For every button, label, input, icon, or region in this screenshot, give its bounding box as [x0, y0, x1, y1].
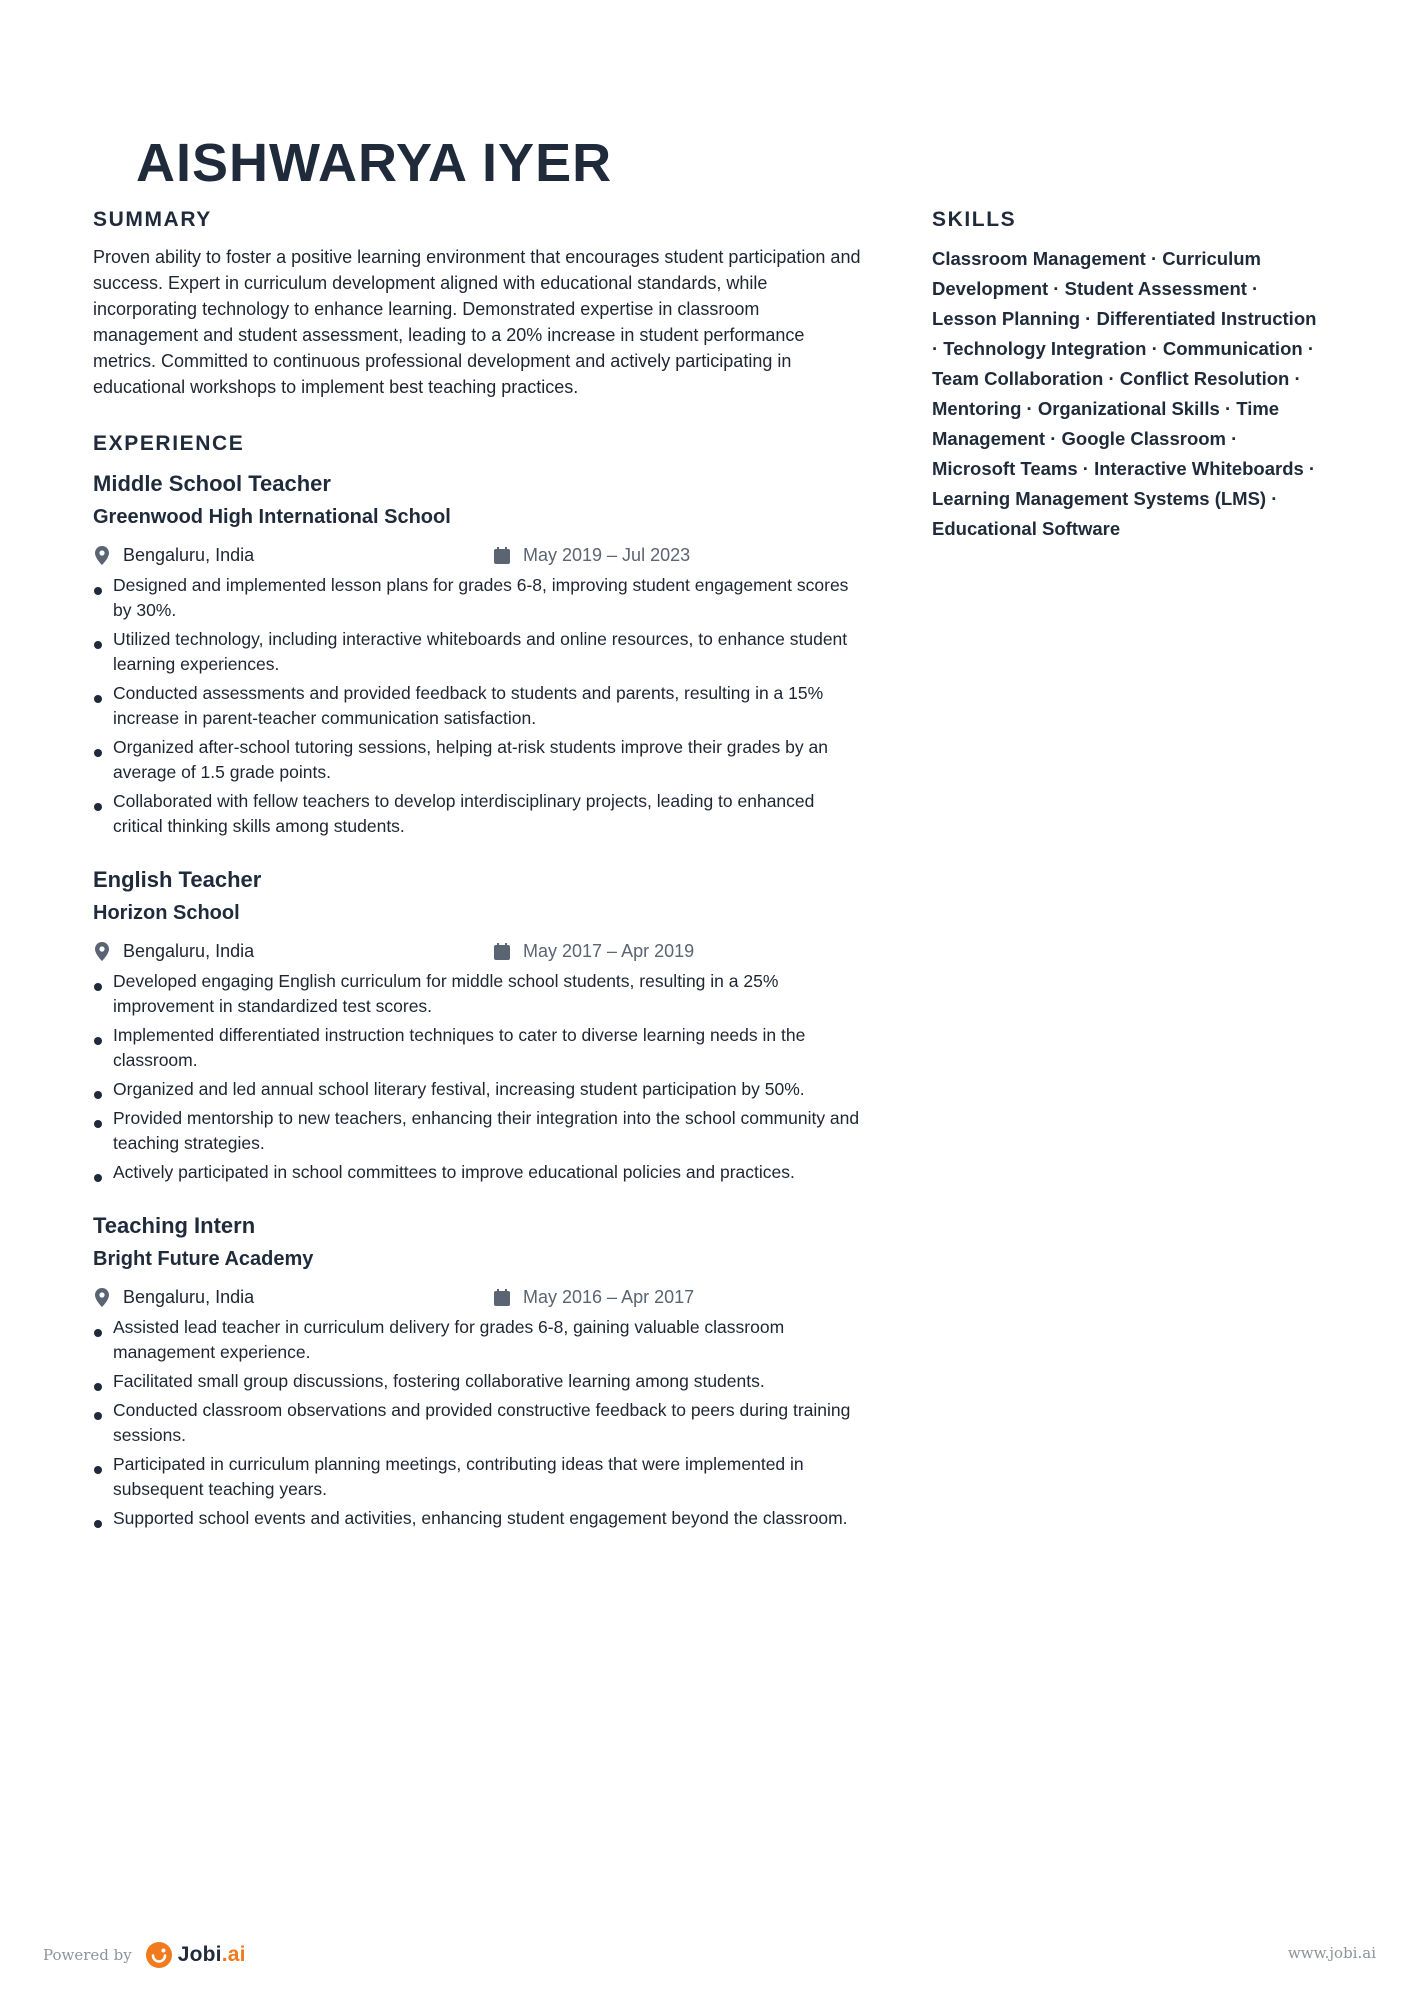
jobi-logo-icon [146, 1942, 172, 1968]
job-bullet: Utilized technology, including interactive whiteboards and online resources, to enhance student learning experiences. [93, 627, 863, 677]
job-location-text: Bengaluru, India [123, 941, 255, 961]
footer-url[interactable]: www.jobi.ai [1287, 1944, 1376, 1962]
job-meta [93, 1283, 863, 1311]
job-dates-text: May 2019 – Jul 2023 [523, 545, 691, 565]
job-location-text: Bengaluru, India [123, 1287, 255, 1307]
job-location [93, 937, 254, 965]
job-bullets [93, 573, 863, 839]
experience-heading: EXPERIENCE [93, 432, 245, 455]
job-bullet: Organized and led annual school literary festival, increasing student participation by 50%. [93, 1077, 863, 1102]
job-company: Greenwood High International School [93, 506, 451, 528]
job-dates [493, 1283, 694, 1311]
job-bullet: Actively participated in school committees to improve educational policies and practices. [93, 1160, 863, 1185]
map-pin-icon [93, 1287, 111, 1307]
skills-heading: SKILLS [932, 208, 1017, 231]
job-dates-text: May 2017 – Apr 2019 [523, 941, 695, 961]
experience-section [93, 430, 863, 1531]
calendar-icon [493, 941, 511, 961]
job-bullet: Supported school events and activities, enhancing student engagement beyond the classroom. [93, 1506, 863, 1531]
job-bullet: Organized after-school tutoring sessions, helping at-risk students improve their grades by an average of 1.5 grade points. [93, 735, 863, 785]
summary-text: Proven ability to foster a positive learning environment that encourages student participation and success. Expert in curriculum development aligned with educational standards, while incorporating technology to enhance learning. Demonstrated expertise in classroom management and student assessment, leading to a 20% increase in student performance metrics. Committed to continuous professional development and actively participating in educational workshops to implement best teaching practices. [93, 247, 861, 397]
job-bullets [93, 969, 863, 1185]
job-title: Middle School Teacher [93, 471, 331, 496]
job-entry [93, 469, 863, 839]
job-entry [93, 1211, 863, 1531]
job-bullet: Conducted classroom observations and provided constructive feedback to peers during training sessions. [93, 1398, 863, 1448]
summary-section [93, 206, 863, 400]
job-meta [93, 937, 863, 965]
job-bullet: Assisted lead teacher in curriculum delivery for grades 6-8, gaining valuable classroom management experience. [93, 1315, 863, 1365]
map-pin-icon [93, 941, 111, 961]
job-bullet: Implemented differentiated instruction techniques to cater to diverse learning needs in the classroom. [93, 1023, 863, 1073]
skills-list: Classroom Management · Curriculum Development · Student Assessment · Lesson Planning · Differentiated Instruction · Technology Integration · Communication · Team Collaboration · Conflict Resolution · Mentoring · Organizational Skills · Time Management · Google Classroom · Microsoft Teams · Interactive Whiteboards · Learning Management Systems (LMS) · Educational Software [932, 248, 1317, 539]
candidate-name: AISHWARYA IYER [136, 133, 613, 193]
calendar-icon [493, 1287, 511, 1307]
job-bullet: Facilitated small group discussions, fostering collaborative learning among students. [93, 1369, 863, 1394]
job-dates-text: May 2016 – Apr 2017 [523, 1287, 695, 1307]
job-meta [93, 541, 863, 569]
jobi-logo-text [178, 1943, 246, 1967]
job-bullet: Provided mentorship to new teachers, enhancing their integration into the school community and teaching strategies. [93, 1106, 863, 1156]
job-location-text: Bengaluru, India [123, 545, 255, 565]
job-company: Bright Future Academy [93, 1248, 314, 1270]
job-dates [493, 541, 690, 569]
calendar-icon [493, 545, 511, 565]
job-bullet: Collaborated with fellow teachers to develop interdisciplinary projects, leading to enhanced critical thinking skills among students. [93, 789, 863, 839]
job-bullets [93, 1315, 863, 1531]
job-location [93, 1283, 254, 1311]
skills-section [932, 206, 1322, 544]
left-column [93, 206, 863, 1535]
summary-heading: SUMMARY [93, 208, 212, 231]
job-bullet: Developed engaging English curriculum for middle school students, resulting in a 25% improvement in standardized test scores. [93, 969, 863, 1019]
brand-main: Jobi [177, 1943, 222, 1966]
job-title: Teaching Intern [93, 1213, 256, 1238]
job-title: English Teacher [93, 867, 262, 892]
map-pin-icon [93, 545, 111, 565]
job-dates [493, 937, 694, 965]
right-column [932, 206, 1322, 544]
brand-accent: .ai [221, 1943, 246, 1966]
job-company: Horizon School [93, 902, 240, 924]
job-location [93, 541, 254, 569]
job-bullet: Designed and implemented lesson plans for grades 6-8, improving student engagement scores by 30%. [93, 573, 863, 623]
job-bullet: Conducted assessments and provided feedback to students and parents, resulting in a 15% increase in parent-teacher communication satisfaction. [93, 681, 863, 731]
footer-branding[interactable] [43, 1938, 246, 1972]
job-bullet: Participated in curriculum planning meetings, contributing ideas that were implemented in subsequent teaching years. [93, 1452, 863, 1502]
powered-by-text: Powered by [43, 1946, 132, 1964]
job-entry [93, 865, 863, 1185]
